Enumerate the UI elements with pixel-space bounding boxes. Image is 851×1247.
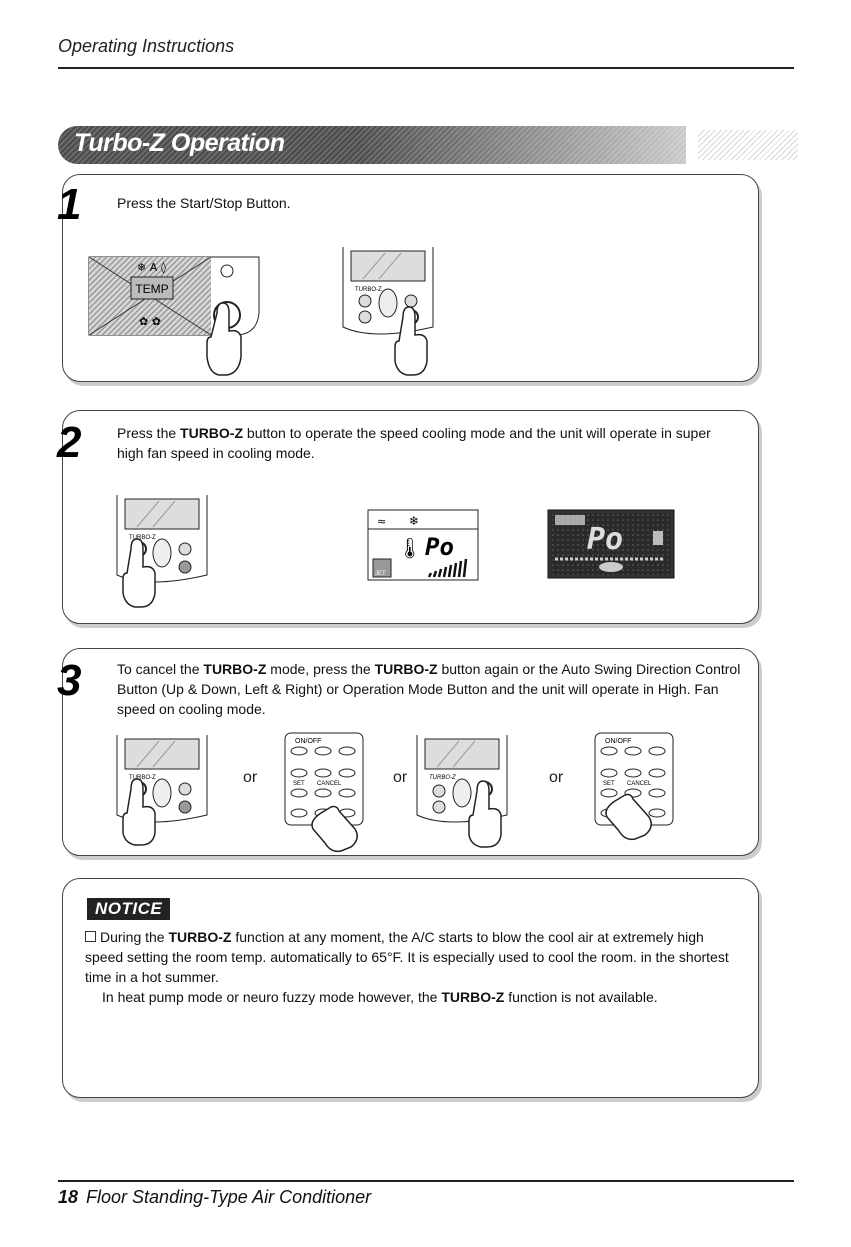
step-3-text: To cancel the TURBO-Z mode, press the TURBO-Z button again or the Auto Swing Direction Control Button (Up & Down, Left & Right) or Operation Mode Button and the unit will operate in High. Fan speed on cooling mode.	[117, 661, 741, 717]
notice-box	[62, 878, 759, 1098]
svg-text:✿ ✿: ✿ ✿	[139, 315, 161, 328]
footer-rule	[58, 1180, 794, 1182]
step-1-text: Press the Start/Stop Button.	[117, 195, 291, 211]
step-2-box	[57, 410, 759, 624]
page-footer	[58, 1187, 371, 1208]
control-panel-illustration	[87, 253, 267, 379]
remote-buttons-illustration-2	[571, 731, 689, 853]
remote-illustration-1	[333, 245, 453, 377]
step-1-number: 1	[57, 180, 82, 229]
or-label-2: or	[393, 769, 408, 786]
banner-title: Turbo-Z Operation	[74, 129, 285, 157]
svg-text:SET: SET	[603, 781, 615, 787]
page-number: 18	[58, 1187, 79, 1207]
remote-illustration-3a	[107, 733, 227, 849]
svg-text:CANCEL: CANCEL	[627, 781, 652, 787]
temp-label: TEMP	[135, 282, 169, 296]
header-rule	[58, 67, 794, 69]
svg-text:ON/OFF: ON/OFF	[605, 738, 632, 745]
svg-text:≈: ≈	[377, 515, 387, 528]
svg-text:TURBO-Z: TURBO-Z	[129, 535, 156, 541]
lcd-readout: Po	[425, 533, 454, 561]
turbo-z-label: TURBO-Z	[355, 287, 382, 293]
step-2-text: Press the TURBO-Z button to operate the speed cooling mode and the unit will operate in super high fan speed in cooling mode.	[117, 425, 711, 461]
svg-text:❄: ❄	[409, 514, 420, 528]
step-3-box	[57, 648, 759, 856]
svg-text:ON/OFF: ON/OFF	[295, 738, 322, 745]
step-3-number: 3	[57, 656, 82, 705]
svg-text:CANCEL: CANCEL	[317, 781, 342, 787]
step-2-number: 2	[57, 418, 82, 467]
step-1-box	[57, 174, 759, 382]
section-banner	[58, 126, 798, 164]
svg-text:TURBO-Z: TURBO-Z	[129, 775, 156, 781]
remote-buttons-illustration-1	[261, 731, 379, 853]
svg-text:SET: SET	[293, 781, 305, 787]
footer-title: Floor Standing-Type Air Conditioner	[86, 1187, 372, 1207]
svg-text:Po: Po	[587, 522, 624, 557]
or-label-1: or	[243, 769, 258, 786]
svg-text:TURBO-Z: TURBO-Z	[429, 775, 456, 781]
led-display-illustration	[547, 509, 675, 579]
lcd-display-illustration	[367, 509, 479, 581]
section-header: Operating Instructions	[58, 36, 235, 56]
svg-text:❄ A ◊: ❄ A ◊	[137, 261, 167, 274]
remote-illustration-2	[107, 493, 227, 617]
jet-label: JET	[375, 571, 386, 577]
svg-text:🌡: 🌡	[397, 536, 423, 560]
remote-illustration-3b	[407, 733, 527, 851]
or-label-3: or	[549, 769, 564, 786]
checkbox-bullet-icon	[85, 931, 96, 942]
notice-text: During the TURBO-Z function at any moment, the A/C starts to blow the cool air at extremely high speed setting the room temp. automatically to 65°F. It is especially used to cool the room. in the shortest time in a hot summer. In heat pump mode or neuro fuzzy mode however, the TURBO-Z function is not available.	[85, 929, 729, 1005]
notice-badge: NOTICE	[87, 898, 170, 920]
